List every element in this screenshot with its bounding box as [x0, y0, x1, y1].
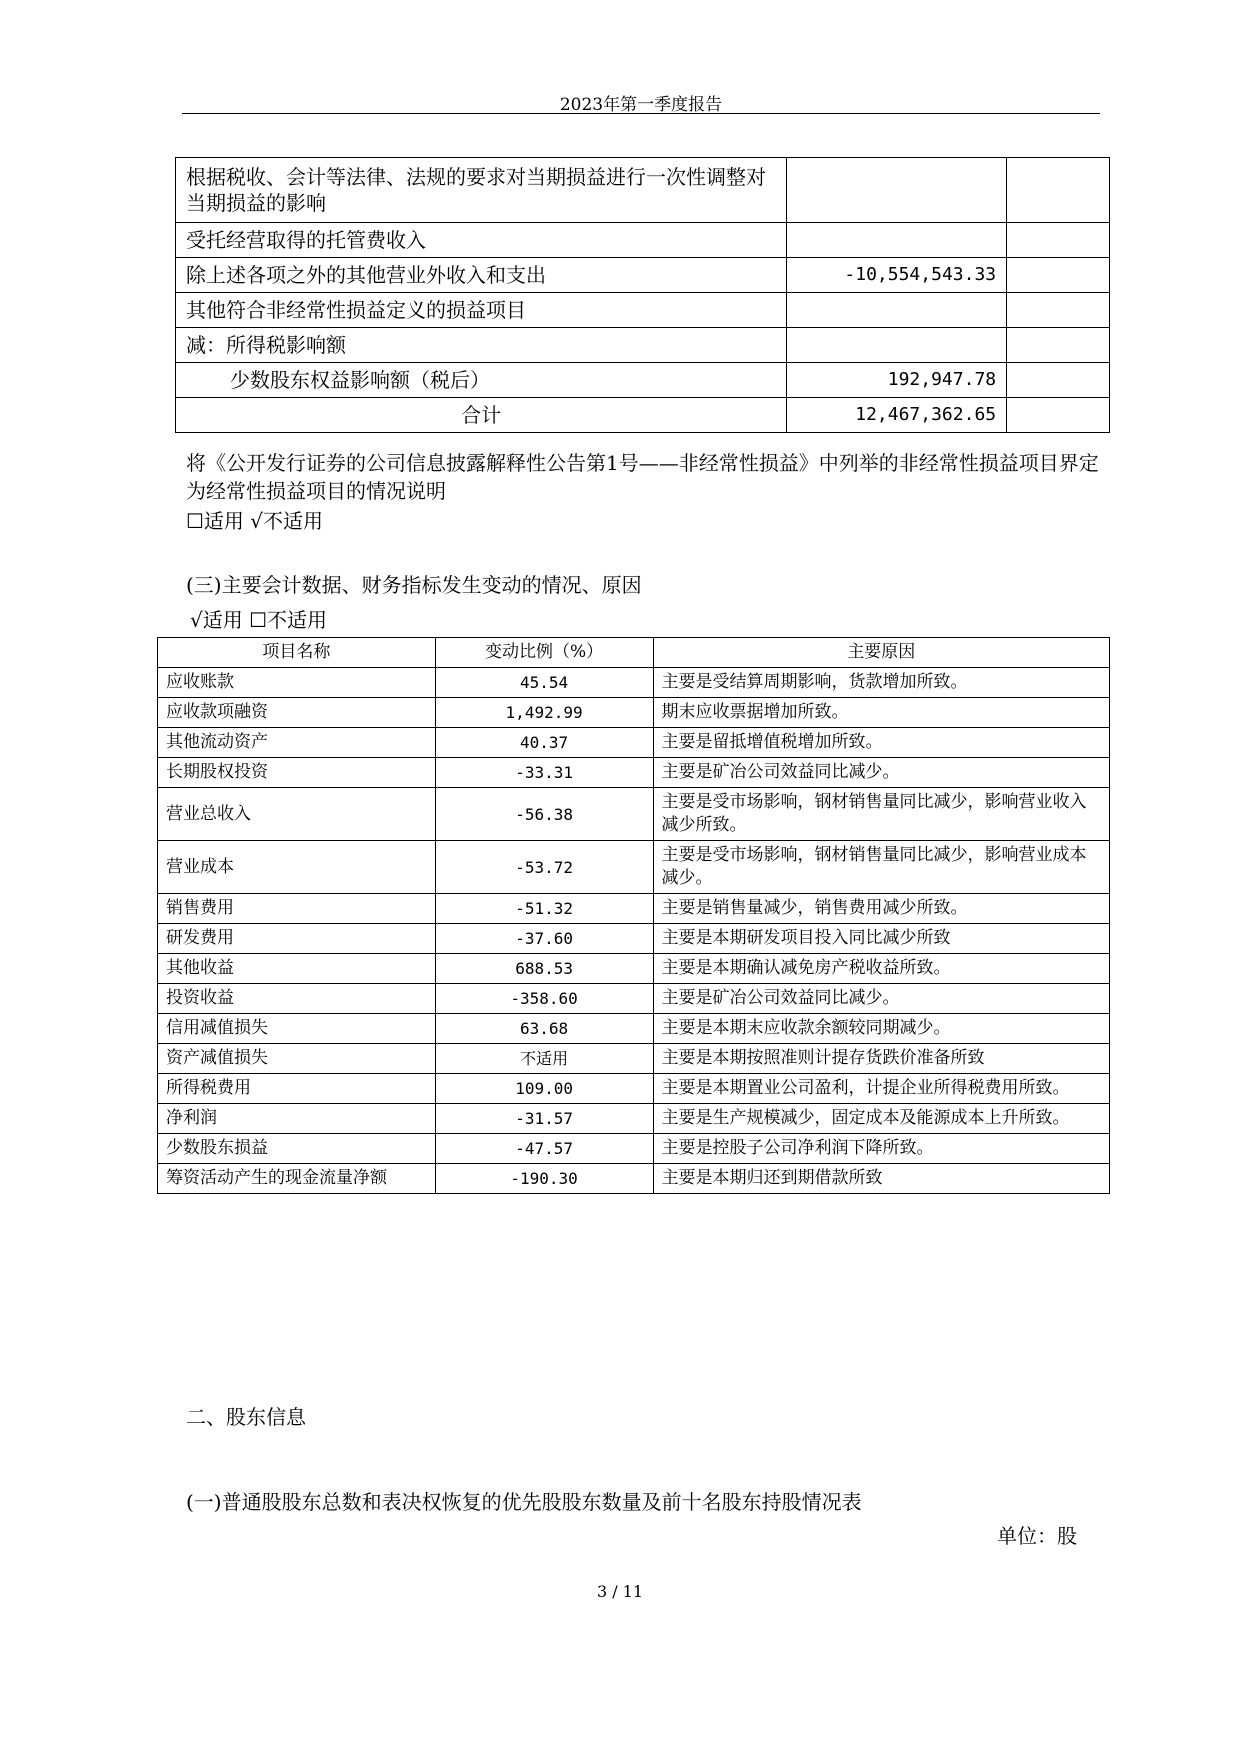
item-name: 少数股东损益: [158, 1134, 436, 1164]
table-row: [158, 984, 1110, 1014]
table-row: [158, 1014, 1110, 1044]
row-amount: [787, 293, 1007, 328]
change-ratio: -358.60: [435, 984, 653, 1014]
change-ratio: 688.53: [435, 954, 653, 984]
row-label: 减：所得税影响额: [176, 328, 787, 363]
change-ratio: 40.37: [435, 728, 653, 758]
unit-label: 单位：股: [997, 1524, 1077, 1548]
table-row: [158, 924, 1110, 954]
item-name: 长期股权投资: [158, 758, 436, 788]
table-row: [158, 788, 1110, 841]
explanation-applicability: ☐适用 √不适用: [186, 509, 324, 533]
item-name: 所得税费用: [158, 1074, 436, 1104]
item-name: 净利润: [158, 1104, 436, 1134]
column-header: 主要原因: [653, 638, 1110, 668]
row-label: 受托经营取得的托管费收入: [176, 223, 787, 258]
row-note: [1007, 363, 1110, 398]
item-name: 销售费用: [158, 894, 436, 924]
item-name: 投资收益: [158, 984, 436, 1014]
change-reason: 主要是本期置业公司盈利，计提企业所得税费用所致。: [653, 1074, 1110, 1104]
row-amount: -10,554,543.33: [787, 258, 1007, 293]
change-ratio: -37.60: [435, 924, 653, 954]
change-ratio: -33.31: [435, 758, 653, 788]
row-amount: [787, 158, 1007, 223]
row-amount: 12,467,362.65: [787, 398, 1007, 433]
change-ratio: -56.38: [435, 788, 653, 841]
change-reason: 期末应收票据增加所致。: [653, 698, 1110, 728]
table-header-row: [158, 638, 1110, 668]
table-row: [158, 1074, 1110, 1104]
row-label: 其他符合非经常性损益定义的损益项目: [176, 293, 787, 328]
table-row: [158, 728, 1110, 758]
report-header-title: 2023年第一季度报告: [559, 95, 723, 115]
table-row: [176, 363, 1110, 398]
table-row: [176, 328, 1110, 363]
item-name: 应收款项融资: [158, 698, 436, 728]
change-ratio: -51.32: [435, 894, 653, 924]
header-divider: [182, 113, 1100, 114]
column-header: 变动比例（%）: [435, 638, 653, 668]
changes-table: [157, 637, 1110, 1194]
change-ratio: 63.68: [435, 1014, 653, 1044]
change-ratio: 45.54: [435, 668, 653, 698]
change-ratio: -53.72: [435, 841, 653, 894]
change-reason: 主要是生产规模减少，固定成本及能源成本上升所致。: [653, 1104, 1110, 1134]
table-row: [158, 1104, 1110, 1134]
explanation-text: 将《公开发行证券的公司信息披露解释性公告第1号——非经常性损益》中列举的非经常性损益项目界定为经常性损益项目的情况说明: [186, 451, 1099, 503]
change-ratio: 109.00: [435, 1074, 653, 1104]
change-reason: 主要是销售量减少，销售费用减少所致。: [653, 894, 1110, 924]
table-row: [158, 758, 1110, 788]
change-ratio: 1,492.99: [435, 698, 653, 728]
item-name: 应收账款: [158, 668, 436, 698]
item-name: 资产减值损失: [158, 1044, 436, 1074]
shareholder-subtitle: (一)普通股股东总数和表决权恢复的优先股股东数量及前十名股东持股情况表: [186, 1490, 862, 1514]
section-applicability: √适用 ☐不适用: [190, 608, 328, 632]
change-reason: 主要是本期末应收款余额较同期减少。: [653, 1014, 1110, 1044]
row-amount: [787, 223, 1007, 258]
change-reason: 主要是受市场影响，钢材销售量同比减少，影响营业成本减少。: [653, 841, 1110, 894]
row-note: [1007, 158, 1110, 223]
change-ratio: -31.57: [435, 1104, 653, 1134]
row-amount: [787, 328, 1007, 363]
column-header: 项目名称: [158, 638, 436, 668]
page-number: 3 / 11: [596, 1582, 644, 1601]
section-title: (三)主要会计数据、财务指标发生变动的情况、原因: [186, 573, 642, 597]
row-label: 少数股东权益影响额（税后）: [176, 363, 787, 398]
item-name: 研发费用: [158, 924, 436, 954]
change-ratio: -47.57: [435, 1134, 653, 1164]
row-label: 合计: [176, 398, 787, 433]
change-ratio: 不适用: [435, 1044, 653, 1074]
table-row: [158, 1164, 1110, 1194]
table-row: [176, 258, 1110, 293]
item-name: 其他收益: [158, 954, 436, 984]
change-reason: 主要是矿冶公司效益同比减少。: [653, 984, 1110, 1014]
row-label: 除上述各项之外的其他营业外收入和支出: [176, 258, 787, 293]
change-reason: 主要是留抵增值税增加所致。: [653, 728, 1110, 758]
table-row: [176, 158, 1110, 223]
item-name: 营业总收入: [158, 788, 436, 841]
table-row: [158, 668, 1110, 698]
change-ratio: -190.30: [435, 1164, 653, 1194]
item-name: 信用减值损失: [158, 1014, 436, 1044]
row-note: [1007, 223, 1110, 258]
item-name: 营业成本: [158, 841, 436, 894]
change-reason: 主要是控股子公司净利润下降所致。: [653, 1134, 1110, 1164]
change-reason: 主要是本期按照准则计提存货跌价准备所致: [653, 1044, 1110, 1074]
nonrecurring-gains-table: [175, 157, 1110, 433]
change-reason: 主要是本期确认减免房产税收益所致。: [653, 954, 1110, 984]
item-name: 其他流动资产: [158, 728, 436, 758]
table-row: [158, 1134, 1110, 1164]
table-row: [158, 1044, 1110, 1074]
change-reason: 主要是本期归还到期借款所致: [653, 1164, 1110, 1194]
row-note: [1007, 258, 1110, 293]
table-row: [158, 698, 1110, 728]
row-note: [1007, 328, 1110, 363]
table-row: [158, 954, 1110, 984]
item-name: 筹资活动产生的现金流量净额: [158, 1164, 436, 1194]
change-reason: 主要是受市场影响，钢材销售量同比减少，影响营业收入减少所致。: [653, 788, 1110, 841]
table-row: [158, 841, 1110, 894]
row-note: [1007, 398, 1110, 433]
change-reason: 主要是本期研发项目投入同比减少所致: [653, 924, 1110, 954]
table-row: [158, 894, 1110, 924]
table-row-total: [176, 398, 1110, 433]
table-row: [176, 293, 1110, 328]
change-reason: 主要是矿冶公司效益同比减少。: [653, 758, 1110, 788]
row-label: 根据税收、会计等法律、法规的要求对当期损益进行一次性调整对当期损益的影响: [176, 158, 787, 223]
table-row: [176, 223, 1110, 258]
row-note: [1007, 293, 1110, 328]
shareholder-section-title: 二、股东信息: [186, 1405, 306, 1429]
change-reason: 主要是受结算周期影响，货款增加所致。: [653, 668, 1110, 698]
row-amount: 192,947.78: [787, 363, 1007, 398]
